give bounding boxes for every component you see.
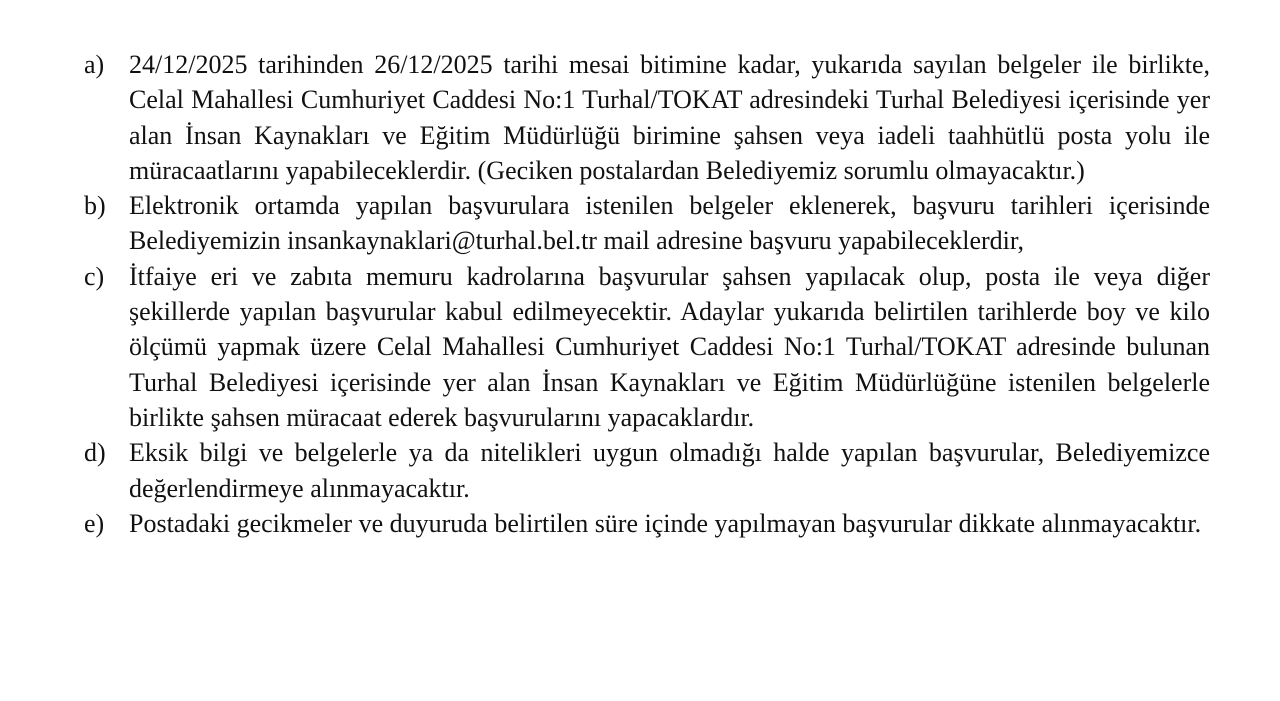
list-item-d bbox=[0, 435, 1210, 506]
list-item-text: Postadaki gecikmeler ve duyuruda belirtilen süre içinde yapılmayan başvurular dikkate alınmayacaktır. bbox=[129, 508, 1202, 538]
list-item-c bbox=[0, 259, 1210, 435]
list-marker: d) bbox=[84, 438, 106, 468]
list-item-text: Eksik bilgi ve belgelerle ya da nitelikleri uygun olmadığı halde yapılan başvurular, Belediyemizce değerlendirmeye alınmayacaktır. bbox=[129, 438, 1210, 503]
list-marker: e) bbox=[84, 508, 105, 538]
list-marker: a) bbox=[84, 50, 105, 79]
list-item-text: 24/12/2025 tarihinden 26/12/2025 tarihi mesai bitimine kadar, yukarıda sayılan belgeler ile birlikte, Celal Mahallesi Cumhuriyet Caddesi No:1 Turhal/TOKAT adresindeki Turhal Belediyesi içerisinde yer alan İnsan Kaynakları ve Eğitim Müdürlüğü birimine şahsen veya iadeli taahhütlü posta yolu ile müracaatlarını yapabileceklerdir. (Geciken postalardan Belediyemiz sorumlu olmayacaktır.) bbox=[129, 50, 1210, 185]
list-item-e bbox=[0, 506, 1210, 541]
list-item-b bbox=[0, 188, 1210, 259]
list-marker: c) bbox=[84, 261, 105, 291]
list-item-a bbox=[0, 47, 1210, 188]
list-item-text: İtfaiye eri ve zabıta memuru kadrolarına başvurular şahsen yapılacak olup, posta ile veya diğer şekillerde yapılan başvurular kabul edilmeyecektir. Adaylar yukarıda belirtilen tarihlerde boy ve kilo ölçümü yapmak üzere Celal Mahallesi Cumhuriyet Caddesi No:1 Turhal/TOKAT adresinde bulunan Turhal Belediyesi içerisinde yer alan İnsan Kaynakları ve Eğitim Müdürlüğüne istenilen belgelerle birlikte şahsen müracaat ederek başvurularını yapacaklardır. bbox=[129, 261, 1210, 432]
list-item-text: Elektronik ortamda yapılan başvurulara istenilen belgeler eklenerek, başvuru tarihleri içerisinde Belediyemizin insankaynaklari@turhal.bel.tr mail adresine başvuru yapabileceklerdir, bbox=[129, 191, 1210, 256]
list-marker: b) bbox=[84, 191, 106, 221]
announcement-list bbox=[0, 47, 1280, 541]
